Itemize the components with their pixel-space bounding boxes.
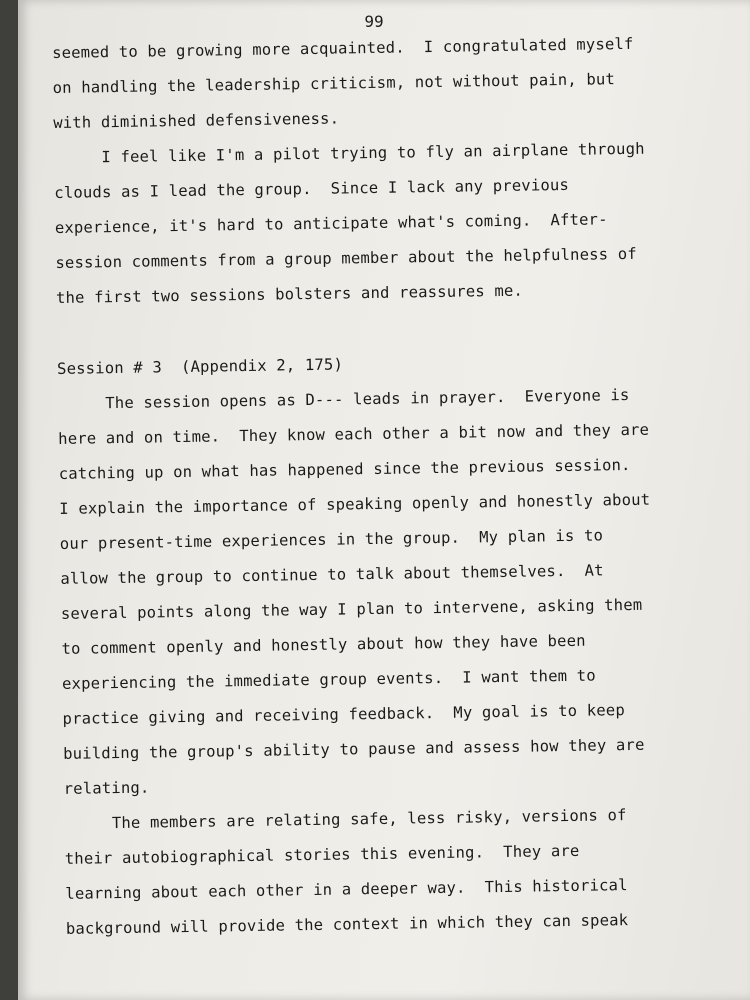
text-line: our present-time experiences in the group. My plan is to (59, 526, 604, 553)
text-line: with diminished defensiveness. (53, 109, 340, 132)
text-line: background will provide the context in which they can speak (65, 911, 629, 938)
text-line: on handling the leadership criticism, not without pain, but (52, 70, 616, 97)
section-heading: Session # 3 (Appendix 2, 175) (56, 355, 344, 378)
text-line: clouds as I lead the group. Since I lack any previous (54, 175, 570, 202)
text-line: practice giving and receiving feedback. My goal is to keep (62, 701, 626, 728)
text-line: seemed to be growing more acquainted. I congratulated myself (52, 34, 634, 62)
text-line: I explain the importance of speaking openly and honestly about (59, 490, 651, 518)
body-text (52, 34, 712, 938)
text-line: I feel like I'm a pilot trying to fly an airplane through (53, 139, 645, 167)
text-line: experience, it's hard to anticipate what's coming. After- (54, 210, 608, 237)
text-line: building the group's ability to pause and assess how they are (63, 735, 645, 763)
text-line: learning about each other in a deeper way. This historical (65, 876, 628, 903)
text-line: The session opens as D--- leads in prayer. Everyone is (57, 385, 630, 413)
text-line: relating. (63, 778, 150, 798)
text-line: here and on time. They know each other a bit now and they are (58, 420, 650, 448)
document-page (18, 0, 750, 1000)
text-line: several points along the way I plan to intervene, asking them (60, 595, 643, 623)
text-line: allow the group to continue to talk about themselves. At (60, 561, 604, 588)
text-line: the first two sessions bolsters and reassures me. (55, 281, 524, 307)
text-line: The members are relating safe, less risky, versions of (64, 806, 627, 833)
text-line: catching up on what has happened since the previous session. (58, 455, 631, 483)
text-line: session comments from a group member about the helpfulness of (55, 244, 637, 272)
text-line: their autobiographical stories this evening. They are (64, 841, 580, 868)
page-number: 99 (364, 12, 384, 31)
text-line: experiencing the immediate group events. I want them to (61, 666, 596, 693)
text-line: to comment openly and honestly about how they have been (61, 631, 586, 658)
